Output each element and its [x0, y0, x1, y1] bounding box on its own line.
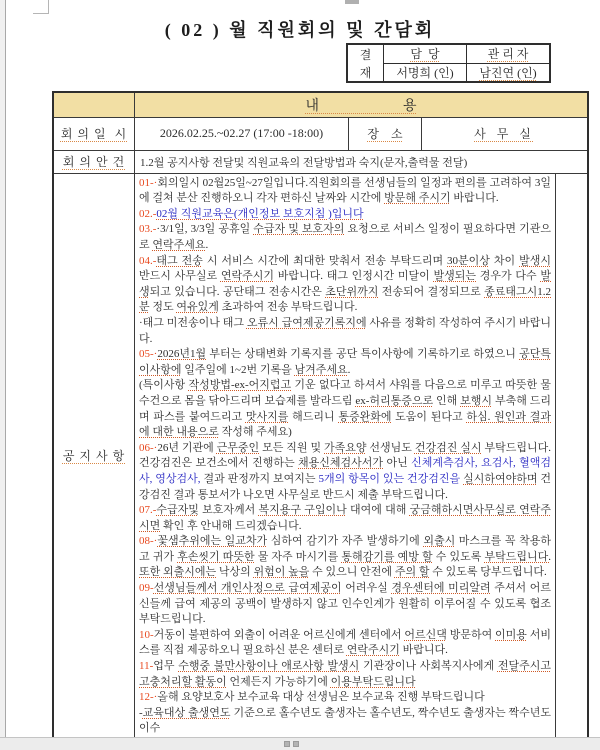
scrollbar-handle[interactable]	[284, 741, 299, 747]
approval-signer-manager: 남진연 (인)	[466, 64, 549, 82]
approval-header-manager: 관 리 자	[466, 45, 549, 63]
meeting-table	[52, 91, 589, 737]
approval-stamp-top: 결	[359, 47, 372, 62]
page-left-edge	[0, 0, 6, 750]
notice-paragraph: 01-·회의일시 02월25일~27일입니다.직원회의를 선생님들의 일정과 편의를 고려하여 3일에 걸쳐 분산 진행하오니 각자 편하신 날짜와 시간에 방문해 주시기 바랍니다.	[139, 176, 551, 205]
notice-paragraph: 10-거동이 불편하여 외출이 어려운 어르신에게 센터에서 어르신댁 방문하여 이미용 서비스를 직접 제공하오니 필요하신 분은 센터로 연락주시기 바랍니다.	[139, 628, 551, 657]
approval-stamp-column	[348, 45, 384, 81]
notices-label: 공 지 사 항	[62, 448, 126, 463]
window-bottom-strip	[0, 737, 600, 750]
notice-paragraph: 08-·꽃샘추위에는 일교차가 심하여 감기가 자주 발생하기에 외출시 마스크를 꼭 착용하고 귀가 후손씻기 따뜻한 물 자주 마시기를 통해감기를 예방 할 수 있도록 부탁드립니다.또한 외출시에는 낙상의 위험이 높을 수 있으니 안전에 주의 할 수 있도록 당부드립니다.	[139, 535, 551, 579]
content-header-label: 내 용	[134, 93, 587, 117]
notice-paragraph: 02.-02월 직원교육은(개인정보 보호지침 )입니다	[139, 207, 364, 220]
agenda-label: 회 의 안 건	[62, 155, 126, 170]
notice-paragraph: 03.-·3/1일, 3/3일 공휴일 수급자 및 보호자의 요청으로 서비스 일정이 필요하다면 기관으로 연락주세요.	[139, 223, 551, 251]
page-title: ( 02 ) 월 직원회의 및 간담회	[164, 20, 436, 40]
agenda-value: 1.2월 공지사항 전달및 직원교육의 전달방법과 숙지(문자,출력물 전달)	[134, 151, 587, 173]
approval-signer-damdang: 서명희 (인)	[396, 65, 454, 80]
notice-paragraph: 04.-태그 전송 시 서비스 시간에 최대한 맞춰서 전송 부탁드리며 30분이상 차이 발생시 반드시 사무실로 연락주시기 바랍니다. 태그 인정시간 미달이 발생되는 경우가 다수 발생되고 있습니다. 공단태그 전송시간은 초단위까지 전송되어 결정되므로 종료태그시1.2분 정도 여유있게 초과하여 전송 부탁드립니다.	[139, 254, 552, 314]
notices-row	[54, 174, 587, 737]
ruler-marker	[345, 0, 359, 4]
notice-paragraph: 06-·26년 기관에 근무중인 모든 직원 및 가족요양 선생님도 건강검진 실시 부탁드립니다. 건강검진은 보건소에서 진행하는 채용신체검사서가 아닌 신체계측검사, 요검사, 혈액검사, 영상검사, 결과 판정까지 보여지는 5개의 항목이 있는 건강검진을 실시하여야하며 건강검진 결과 통보서가 나오면 사무실로 반드시 제출 부탁드립니다.	[139, 441, 551, 501]
notices-right-empty-cell	[555, 174, 587, 737]
notice-paragraph: 09-선생님들께서 개인사정으로 급여제공이 어려우실 경우센터에 미리알려 주셔서 어르신들께 급여 제공의 공백이 발생하지 않고 인수인계가 원활히 이루어질 수 있도록 협조 부탁드립니다.	[139, 582, 551, 626]
datetime-row	[54, 118, 587, 151]
datetime-value: 2026.02.25.~02.27 (17:00 -18:00)	[134, 118, 348, 150]
notice-paragraph: ·태그 미전송이나 태그 오류시 급여제공기록지에 사유를 정확히 작성하여 주시기 바랍니다.	[139, 316, 552, 345]
notice-paragraph: (특이사항 작성방법-ex-어지럽고 기운 없다고 하셔서 샤워를 다음으로 미루고 따뜻한 물수건으로 몸을 닦아드리며 보습제를 발라드림 ex-허리통증으로 인해 보행시 부축해 드리며 파스를 붙여드리고 맛사지를 해드리니 통증완화에 도움이 된다고 하심. 원인과 결과에 대한 내용으로 작성해 주세요)	[139, 379, 551, 439]
approval-value-row	[384, 63, 549, 82]
notice-paragraph: 07.-수급자및 보호자께서 복지용구 구입이나 대여에 대해 궁금해하시면사무실로 연락주시면 확인 후 안내해 드리겠습니다.	[139, 504, 551, 532]
notice-paragraph: 12-·올해 요양보호사 보수교육 대상 선생님은 보수교육 진행 부탁드립니다	[139, 691, 485, 704]
agenda-row	[54, 151, 587, 174]
approval-stamp-bottom: 재	[359, 65, 372, 80]
notice-paragraph: -교육대상 출생연도 기준으로 홀수년도 출생자는 홀수년도, 짝수년도 출생자는 짝수년도 이수	[139, 706, 551, 735]
place-value: 사 무 실	[421, 118, 587, 150]
approval-header-row	[384, 45, 549, 63]
datetime-label: 회 의 일 시	[60, 127, 128, 142]
content-header-row	[54, 93, 587, 118]
content-header-left-cell	[54, 93, 134, 117]
notice-paragraph: 05-·2026년1월 부터는 상태변화 기록지를 공단 특이사항에 기록하기로 하였으니 공단특이사항에 일주일에 1~2번 기록을 남겨주세요.	[139, 348, 551, 376]
notice-paragraphs	[134, 174, 555, 737]
approval-table	[346, 43, 551, 83]
notice-paragraph: 11-업무 수행중 불만사항이나 애로사항 발생시 기관장이나 사회복지사에게 전달주시고 고충처리할 활동이 언제든지 가능하기에 이용부탁드립니다	[139, 660, 551, 688]
page-corner-mark	[33, 0, 49, 14]
place-label: 장 소	[348, 118, 421, 150]
approval-header-damdang: 담 당	[410, 47, 440, 62]
